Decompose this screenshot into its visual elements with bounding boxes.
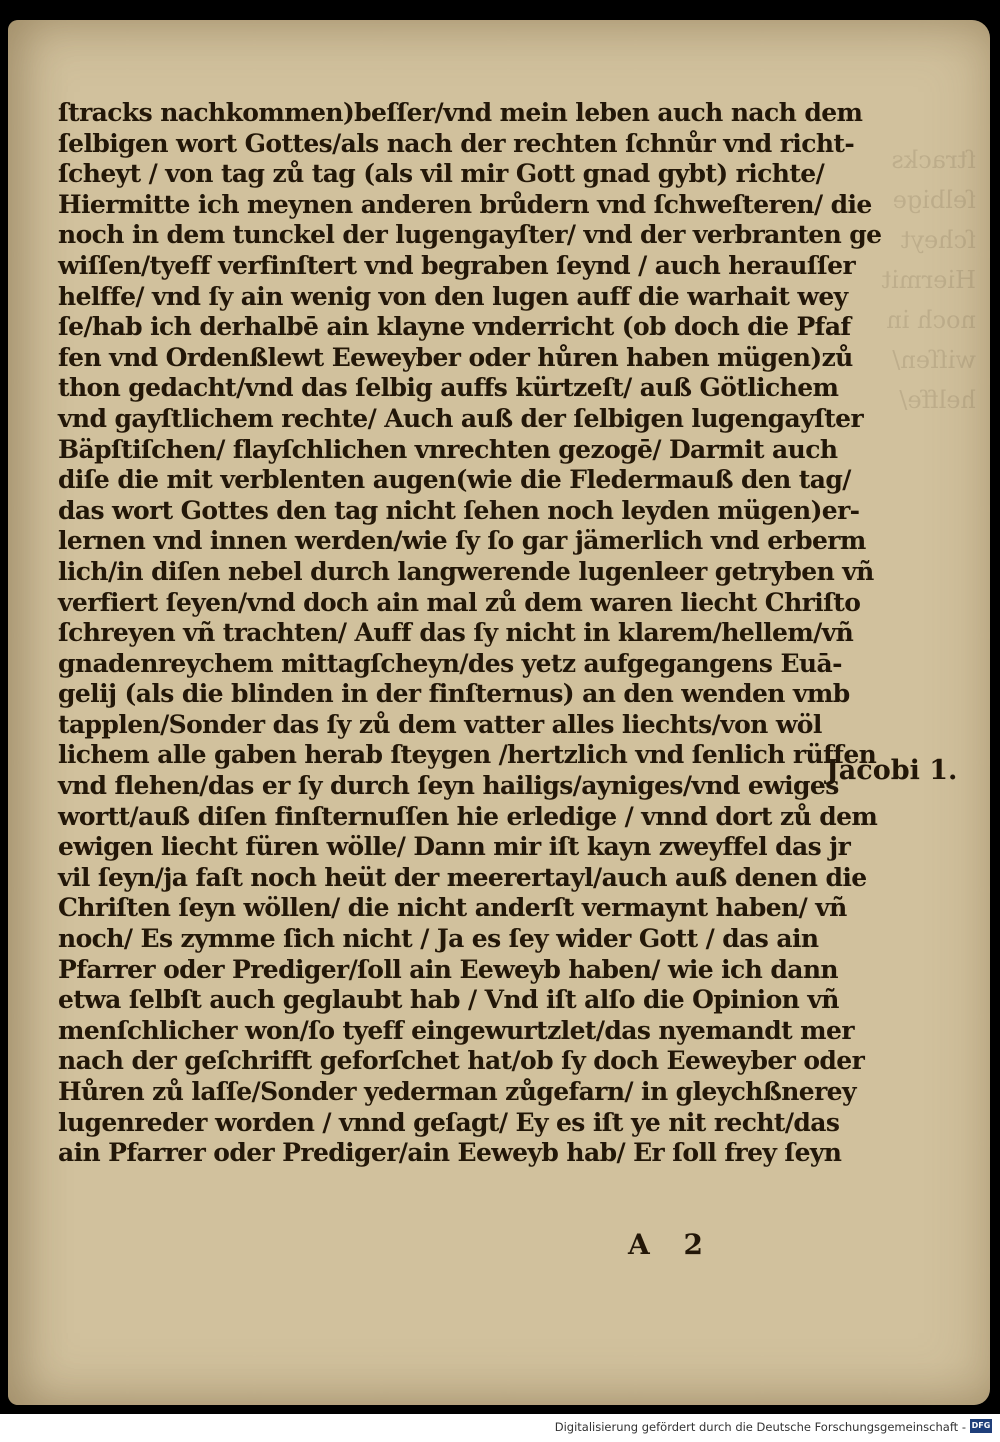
show-through-bleed: ſtracks ſelbige ſcheyt Hiermit noch in wiſſen/ helffe/: [881, 146, 976, 414]
text-line: verfiert ſeyen/vnd doch ain mal zů dem waren liecht Chriſto: [58, 587, 861, 617]
text-line: nach der geſchrifft geforſchet hat/ob ſy doch Eeweyber oder: [58, 1046, 865, 1076]
digitization-credit: Digitalisierung gefördert durch die Deutsche Forschungsgemeinschaft -: [554, 1420, 966, 1434]
text-line: ſchreyen vñ trachten/ Auff das ſy nicht in klarem/hellem/vñ: [58, 618, 854, 648]
text-line: Hiermitte ich meynen anderen brůdern vnd ſchweſteren/ die: [58, 189, 872, 219]
text-line: das wort Gottes den tag nicht ſehen noch leyden mügen)er-: [58, 495, 860, 525]
text-line: gelij (als die blinden in der finſternus) an den wenden vmb: [58, 679, 850, 709]
text-line: lernen vnd innen werden/wie ſy ſo gar jämerlich vnd erberm: [58, 526, 866, 556]
text-line: thon gedacht/vnd das ſelbig auffs kürtzeſt/ auß Götlichem: [58, 373, 839, 403]
text-line: lich/in diſen nebel durch langwerende lugenleer getryben vñ: [58, 556, 874, 586]
text-line: Hůren zů laſſe/Sonder yederman zůgefarn/ in gleychßnerey: [58, 1077, 856, 1106]
text-line: Bäpſtiſchen/ flayſchlichen vnrechten gezogē/ Darmit auch: [58, 434, 838, 464]
text-line: lichem alle gaben herab ſteygen /hertzlich vnd ſenlich rüffen: [58, 740, 877, 770]
text-line: wortt/auß diſen finſternuſſen hie erledige / vnnd dort zů dem: [58, 801, 878, 831]
margin-note: Jacobi 1.: [826, 755, 958, 786]
signature-mark: A 2: [628, 1228, 715, 1261]
text-line: fen vnd Ordenßlewt Eeweyber oder hůren haben mügen)zů: [58, 342, 853, 372]
text-line: Chriſten ſeyn wöllen/ die nicht anderſt vermaynt haben/ vñ: [58, 893, 847, 923]
text-line: ain Pfarrer oder Prediger/ain Eeweyb hab/ Er ſoll frey ſeyn: [58, 1138, 842, 1168]
text-line: helffe/ vnd ſy ain wenig von den lugen auff die warhait wey: [58, 281, 848, 311]
text-line: diſe die mit verblenten augen(wie die Fledermauß den tag/: [58, 465, 851, 495]
text-line: noch/ Es zymme ſich nicht / Ja es ſey wider Gott / das ain: [58, 924, 819, 954]
text-line: tapplen/Sonder das ſy zů dem vatter alles liechts/von wöl: [58, 709, 822, 739]
text-line: gnadenreychem mittagſcheyn/des yetz aufgegangens Euā-: [58, 648, 842, 678]
dfg-logo: DFG: [970, 1419, 992, 1433]
footer-bar: [0, 1414, 1000, 1442]
text-line: Pfarrer oder Prediger/ſoll ain Eeweyb haben/ wie ich dann: [58, 954, 838, 984]
text-line: vnd gayſtlichem rechte/ Auch auß der ſelbigen lugengayſter: [58, 403, 864, 433]
text-line: vil ſeyn/ja faſt noch heüt der meerertayl/auch auß denen die: [58, 862, 867, 892]
page-text-block: [58, 98, 882, 1169]
text-line: lugenreder worden / vnnd geſagt/ Ey es iſt ye nit recht/das: [58, 1107, 840, 1137]
text-line: noch in dem tunckel der lugengayſter/ vnd der verbranten ge: [58, 220, 882, 250]
text-line: ſtracks nachkommen)beſſer/vnd mein leben auch nach dem: [58, 98, 863, 127]
book-page: [8, 20, 990, 1405]
text-line: vnd flehen/das er ſy durch ſeyn hailigs/ayniges/vnd ewiges: [58, 771, 839, 801]
text-line: etwa ſelbſt auch geglaubt hab / Vnd iſt alſo die Opinion vñ: [58, 985, 839, 1015]
text-line: menſchlicher won/ſo tyeff eingewurtzlet/das nyemandt mer: [58, 1015, 854, 1045]
text-line: wiſſen/tyeff verfinſtert vnd begraben ſeynd / auch herauſſer: [58, 250, 856, 280]
text-line: ſelbigen wort Gottes/als nach der rechten ſchnůr vnd richt-: [58, 128, 855, 158]
text-line: ewigen liecht füren wölle/ Dann mir iſt kayn zweyffel das jr: [58, 832, 851, 862]
text-line: ſcheyt / von tag zů tag (als vil mir Gott gnad gybt) richte/: [58, 159, 825, 189]
text-line: ſe/hab ich derhalbē ain klayne vnderricht (ob doch die Pfaf: [58, 312, 851, 342]
